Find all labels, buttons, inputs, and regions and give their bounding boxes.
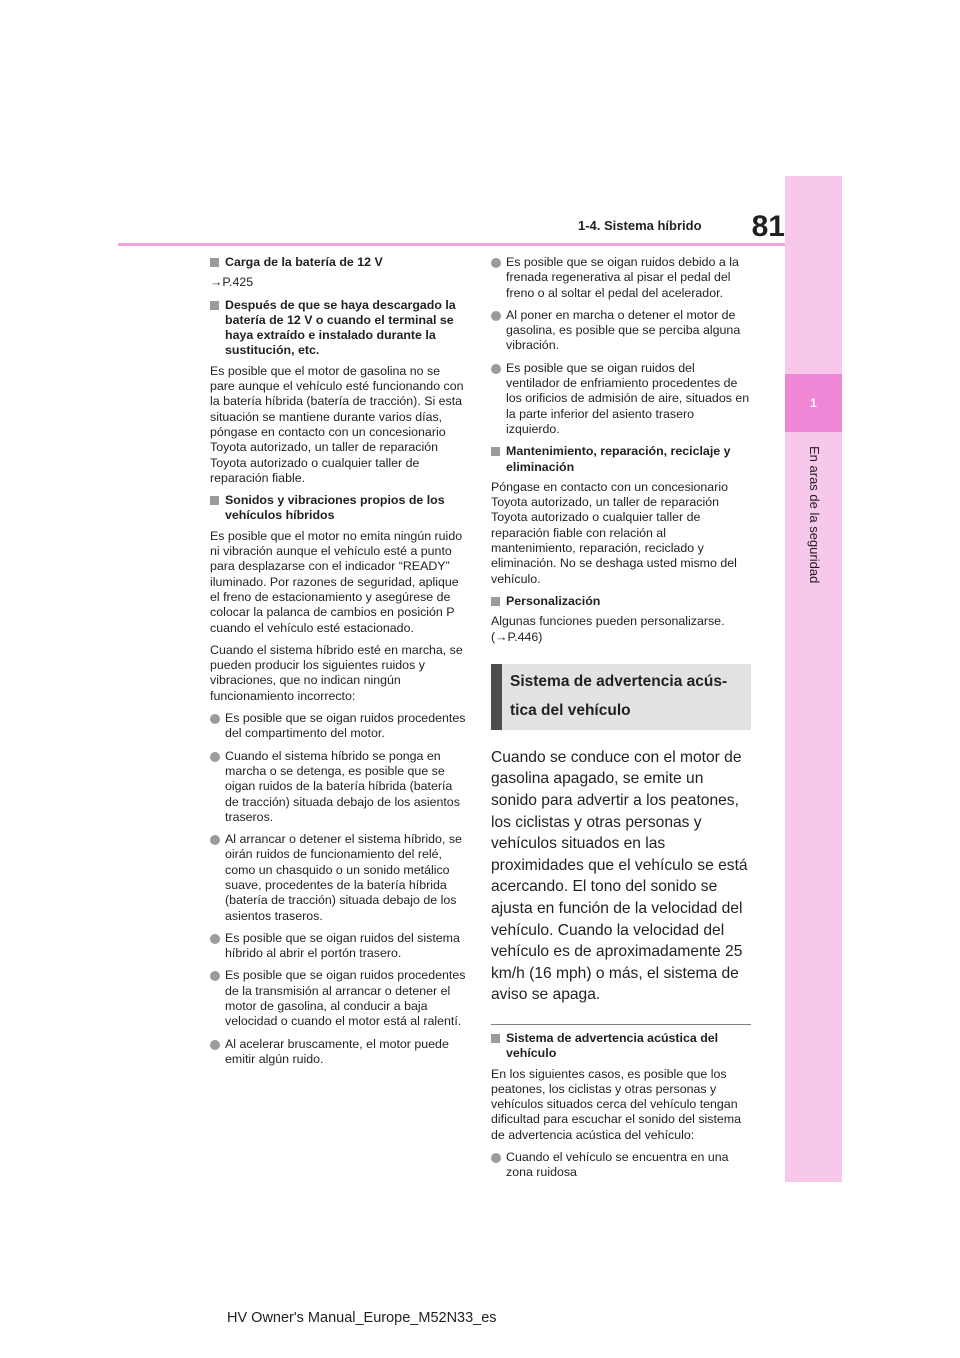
bullet-item: Es posible que se oigan ruidos procedentes de la transmisión al arrancar o detener el motor de gasolina, al conducir a baja velocidad o cuando el motor está al ralentí.	[210, 968, 468, 1029]
bullet-item: Al poner en marcha o detener el motor de gasolina, es posible que se perciba alguna vibración.	[491, 308, 751, 354]
bullet-item: Es posible que se oigan ruidos del sistema híbrido al abrir el portón trasero.	[210, 931, 468, 962]
chapter-side-tab	[785, 176, 842, 1182]
paragraph: Cuando el sistema híbrido esté en marcha, se pueden producir los siguientes ruidos y vibraciones, que no indican ningún funcionamiento incorrecto:	[210, 642, 463, 703]
bullet-item: Es posible que se oigan ruidos procedentes del compartimento del motor.	[210, 711, 468, 742]
right-column	[491, 255, 751, 1188]
paragraph: En los siguientes casos, es posible que los peatones, los ciclistas y otras personas y vehículos situados cerca del vehículo tengan dificultad para escuchar el sonido del sistema de advertencia acústica del vehículo:	[491, 1066, 742, 1142]
bullet-item: Al arrancar o detener el sistema híbrido, se oirán ruidos de funcionamiento del relé, como un chasquido o un sonido metálico suave, procedentes de la batería híbrida (batería de tracción) situada debajo de los asientos traseros.	[210, 832, 468, 924]
left-column	[210, 255, 468, 1074]
bullet-item: Cuando el sistema híbrido se ponga en marcha o se detenga, es posible que se oigan ruidos de la batería híbrida (batería de tracción) situada debajo de los asientos traseros.	[210, 749, 468, 825]
bullet-item: Es posible que se oigan ruidos debido a la frenada regenerativa al pisar el pedal del freno o al soltar el pedal del acelerador.	[491, 255, 751, 301]
paragraph: Es posible que el motor no emita ningún ruido ni vibración aunque el vehículo esté a punto para desplazarse con el indicador “READY” iluminado. Por razones de seguridad, aplique el freno de estacionamiento y asegúrese de colocar la palanca de cambios en posición P cuando el vehículo esté estacionado.	[210, 528, 463, 635]
page-reference: →P.425	[210, 275, 254, 290]
paragraph: Póngase en contacto con un concesionario Toyota autorizado, un taller de reparación Toyota autorizado o cualquier taller de reparación fiable con relación al mantenimiento, reparación, reciclado y eliminación. No se deshaga usted mismo del vehículo.	[491, 479, 737, 586]
paragraph: Es posible que el motor de gasolina no se pare aunque el vehículo esté funcionando con la batería híbrida (batería de tracción). Si esta situación se mantiene durante varios días, póngase en contacto con un concesionario Toyota autorizado, un taller de reparación Toyota autorizado o cualquier taller de reparación fiable.	[210, 363, 464, 485]
footer-document-id: HV Owner's Manual_Europe_M52N33_es	[227, 1310, 497, 1326]
subheading: Personalización	[491, 594, 751, 609]
page-number: 81	[751, 210, 785, 243]
subheading: Mantenimiento, reparación, reciclaje y eliminación	[491, 444, 751, 475]
subheading: Después de que se haya descargado la batería de 12 V o cuando el terminal se haya extraído e instalado durante la sustitución, etc.	[210, 298, 468, 359]
header-divider	[118, 243, 785, 246]
section-heading: 1-4. Sistema híbrido	[578, 218, 702, 233]
chapter-number: 1	[785, 374, 842, 432]
bullet-item: Cuando el vehículo se encuentra en una zona ruidosa	[491, 1150, 751, 1181]
bullet-item: Es posible que se oigan ruidos del ventilador de enfriamiento procedentes de los orificios de admisión de aire, situados en la parte inferior del asiento trasero izquierdo.	[491, 361, 751, 437]
section-title-box: Sistema de advertencia acús-tica del vehículo	[491, 664, 751, 730]
subheading: Sistema de advertencia acústica del vehículo	[491, 1031, 751, 1062]
lead-paragraph: Cuando se conduce con el motor de gasolina apagado, se emite un sonido para advertir a los peatones, los ciclistas y otras personas y vehículos situados en las proximidades que el vehículo se está acercando. El tono del sonido se ajusta en función de la velocidad del vehículo. Cuando la velocidad del vehículo es de aproximadamente 25 km/h (16 mph) o más, el sistema de aviso se apaga.	[491, 748, 748, 1004]
chapter-title: En aras de la seguridad	[807, 446, 822, 584]
paragraph: Algunas funciones pueden personalizarse. (→P.446)	[491, 614, 725, 644]
subheading: Sonidos y vibraciones propios de los vehículos híbridos	[210, 493, 468, 524]
bullet-item: Al acelerar bruscamente, el motor puede emitir algún ruido.	[210, 1037, 468, 1068]
divider	[491, 1024, 751, 1025]
subheading: Carga de la batería de 12 V	[210, 255, 468, 270]
